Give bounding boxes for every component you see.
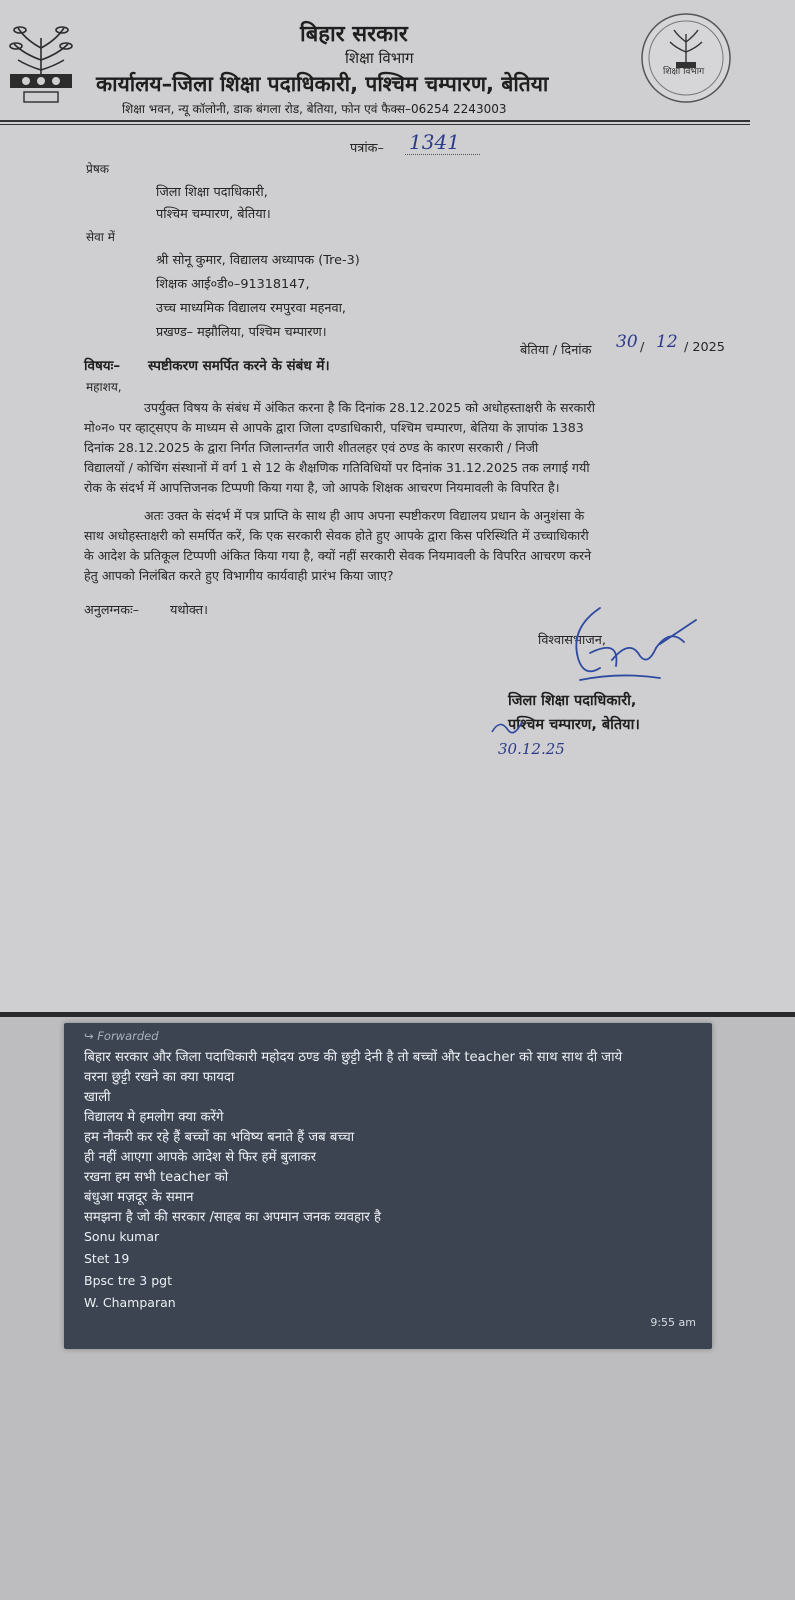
message-line: Bpsc tre 3 pgt [84, 1273, 172, 1288]
message-line: बिहार सरकार और जिला पदाधिकारी महोदय ठण्ड की छुट्टी देनी है तो बच्चों और teacher को साथ साथ दी जाये [84, 1050, 623, 1065]
paragraph-2 [84, 506, 729, 586]
message-line: विद्यालय मे हमलोग क्या करेंगे [84, 1110, 224, 1125]
message-line: बंधुआ मज़दूर के समान [84, 1190, 194, 1205]
recipient-line-3: उच्च माध्यमिक विद्यालय रमपुरवा महनवा, [156, 301, 346, 316]
education-department-seal-icon [640, 12, 732, 104]
message-line: Sonu kumar [84, 1229, 160, 1244]
signatory-place: पश्चिम चम्पारण, बेतिया। [508, 717, 640, 733]
handwritten-date: 30.12.25 [498, 740, 565, 758]
salutation: महाशय, [86, 380, 122, 394]
enclosure-label: अनुलग्नकः– [84, 603, 140, 618]
letter-number-label: पत्रांक– [350, 141, 384, 156]
subject-text: स्पष्टीकरण समर्पित करने के संबंध में। [148, 358, 330, 374]
forwarded-message-screenshot [64, 1023, 712, 1349]
forwarded-label [84, 1029, 159, 1043]
letter-number: 1341 [405, 130, 480, 155]
header-rule [0, 120, 750, 122]
date-label: बेतिया / दिनांक [520, 343, 592, 358]
office-address: शिक्षा भवन, न्यू कॉलोनी, डाक बंगला रोड, बेतिया, फोन एवं फैक्स–06254 2243003 [122, 102, 507, 116]
sender-line-2: पश्चिम चम्पारण, बेतिया। [156, 207, 271, 222]
paragraph-1 [84, 398, 729, 498]
seal-text: शिक्षा विभाग [663, 67, 705, 77]
message-line: Stet 19 [84, 1251, 130, 1266]
office-title: कार्यालय–जिला शिक्षा पदाधिकारी, पश्चिम चम्पारण, बेतिया [96, 72, 549, 96]
header-rule-thin [0, 124, 750, 125]
paragraph-2-line: अतः उक्त के संदर्भ में पत्र प्राप्ति के साथ ही आप अपना स्पष्टीकरण विद्यालय प्रधान के अनुशंसा के [144, 508, 585, 523]
signatory-designation: जिला शिक्षा पदाधिकारी, [508, 693, 637, 709]
state-emblem-icon [6, 18, 76, 106]
handwritten-initials [488, 716, 528, 740]
date-month: 12 [656, 332, 678, 352]
paragraph-2-line: साथ अधोहस्ताक्षरी को समर्पित करें, कि एक सरकारी सेवक होते हुए आपके द्वारा किस परिस्थिति में उच्चाधिकारी [84, 528, 589, 543]
message-line: ही नहीं आएगा आपके आदेश से फिर हमें बुलाकर [84, 1150, 317, 1165]
section-divider [0, 1012, 795, 1017]
message-line: खाली [84, 1090, 111, 1105]
forward-arrow-icon: ↪ [84, 1029, 98, 1043]
paragraph-1-line: उपर्युक्त विषय के संबंध में अंकित करना है कि दिनांक 28.12.2025 को अधोहस्ताक्षरी के सरकारी [144, 400, 595, 415]
recipient-line-4: प्रखण्ड– मझौलिया, पश्चिम चम्पारण। [156, 325, 327, 340]
paragraph-1-line: विद्यालयों / कोचिंग संस्थानों में वर्ग 1 से 12 के शैक्षणिक गतिविधियों पर दिनांक 31.12.2025 तक लगाई गयी [84, 460, 590, 475]
recipient-line-2: शिक्षक आई०डी०–91318147, [156, 277, 310, 292]
message-line: समझना है जो की सरकार /साहब का अपमान जनक व्यवहार है [84, 1210, 381, 1225]
enclosure-text: यथोक्त। [170, 603, 208, 618]
date-separator: / [640, 340, 645, 355]
government-title: बिहार सरकार [300, 22, 408, 47]
recipient-line-1: श्री सोनू कुमार, विद्यालय अध्यापक (Tre-3) [156, 253, 360, 268]
sender-label: प्रेषक [86, 162, 109, 176]
closing-regards: विश्वासभाजन, [538, 633, 606, 648]
message-time: 9:55 am [650, 1316, 696, 1329]
department-title: शिक्षा विभाग [345, 49, 414, 67]
sender-line-1: जिला शिक्षा पदाधिकारी, [156, 185, 268, 200]
date-day: 30 [616, 332, 638, 352]
paragraph-1-line: मो०न० पर व्हाट्सएप के माध्यम से आपके द्वारा जिला दण्डाधिकारी, पश्चिम चम्पारण, बेतिया के ज्ञापांक 1383 [84, 420, 584, 435]
subject-label: विषयः– [84, 358, 121, 374]
date-year: / 2025 [684, 340, 725, 355]
message-line: वरना छुट्टी रखने का क्या फायदा [84, 1070, 235, 1085]
paragraph-1-line: रोक के संदर्भ में आपत्तिजनक टिप्पणी किया गया है, जो आपके शिक्षक आचरण नियमावली के विपरित है। [84, 480, 560, 495]
message-line: रखना हम सभी teacher को [84, 1170, 229, 1185]
paragraph-2-line: के आदेश के प्रतिकूल टिप्पणी अंकित किया गया है, क्यों नहीं सरकारी सेवक नियमावली के विपरित आचरण करने [84, 548, 592, 563]
message-line: हम नौकरी कर रहे हैं बच्चों का भविष्य बनाते हैं जब बच्चा [84, 1130, 355, 1145]
paragraph-1-line: दिनांक 28.12.2025 के द्वारा निर्गत जिलान्तर्गत जारी शीतलहर एवं ठण्ड के कारण सरकारी / निजी [84, 440, 539, 455]
recipient-label: सेवा में [86, 230, 115, 244]
forwarded-text: Forwarded [97, 1029, 159, 1043]
message-line: W. Champaran [84, 1295, 176, 1310]
paragraph-2-line: हेतु आपको निलंबित करते हुए विभागीय कार्यवाही प्रारंभ किया जाए? [84, 568, 394, 583]
